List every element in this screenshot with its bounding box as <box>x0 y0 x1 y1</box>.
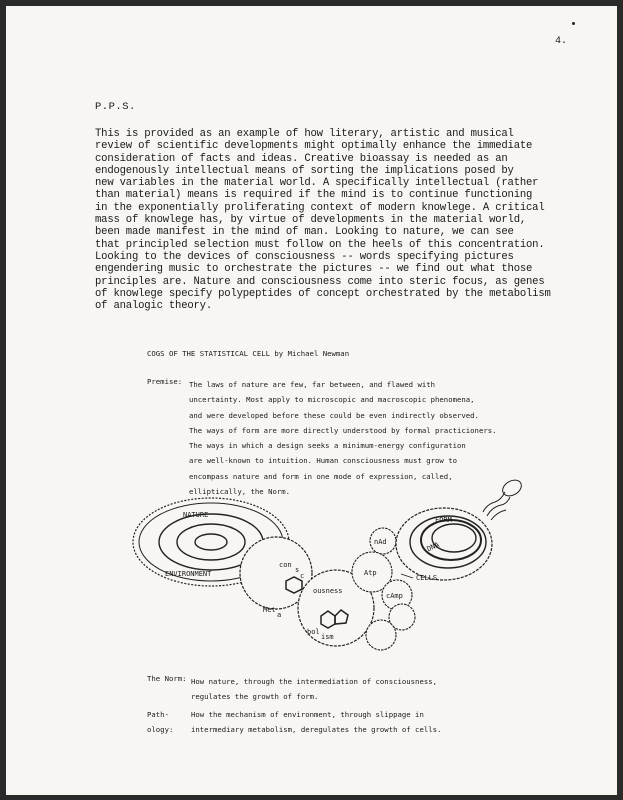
meta-sub-label: a <box>277 611 282 619</box>
bolism-sub-label: ism <box>321 633 334 641</box>
norm-label: The Norm: <box>147 674 187 683</box>
text-line: of analogic theory. <box>95 300 212 313</box>
cons-sub-label: s <box>295 566 300 574</box>
environment-label: ENVIRONMENT <box>165 570 212 578</box>
body-paragraph <box>95 128 551 313</box>
text-line: been made manifest in the mind of man. Looking to nature, we can see <box>95 226 514 239</box>
text-line: than material) means is required if the mind is to continue functioning <box>95 189 533 202</box>
text-line: The laws of nature are few, far between, and flawed with <box>189 380 436 389</box>
text-line: endogenously intellectual means of sorting the implications posed by <box>95 164 514 177</box>
atp-label: Atp <box>364 569 377 577</box>
cogs-diagram <box>131 468 531 673</box>
camp-label: cAmp <box>386 592 403 600</box>
cells-label: CELLS <box>416 574 438 582</box>
dna-label: DNA <box>425 540 441 554</box>
page-number: 4. <box>555 36 568 47</box>
poem-title: COGS OF THE STATISTICAL CELL by Michael Newman <box>147 349 350 358</box>
text-line: This is provided as an example of how literary, artistic and musical <box>95 128 514 140</box>
nad-cog <box>370 528 396 554</box>
text-line: of knowlege specify polypeptides of concept orchestrated by the metabolism <box>95 287 551 300</box>
page-mark <box>572 22 575 25</box>
text-line: Looking to the devices of consciousness -- words specifying pictures <box>95 250 514 263</box>
section-heading: P.P.S. <box>95 101 136 113</box>
text-line: uncertainty. Most apply to microscopic and macroscopic phenomena, <box>189 395 475 405</box>
text-line: consideration of facts and ideas. Creative bioassay is needed as an <box>95 152 508 165</box>
text-line: ology: <box>147 725 174 734</box>
norm-text <box>191 674 437 704</box>
text-line: intermediary metabolism, deregulates the growth of cells. <box>191 725 442 734</box>
text-line: The ways in which a design seeks a minimum-energy configuration <box>189 441 466 451</box>
bolism-label: bol <box>307 628 320 636</box>
document-page <box>6 6 617 795</box>
text-line: mass of knowlege has, by virtue of developments in the material world, <box>95 214 527 227</box>
ousness-label: ousness <box>313 587 343 595</box>
text-line: review of scientific developments might optimally enhance the immediate <box>95 140 533 153</box>
text-line: How the mechanism of environment, through slippage in <box>191 710 424 719</box>
spiral-flourish <box>483 477 524 520</box>
text-line: Path- <box>147 710 169 719</box>
text-line: principles are. Nature and consciousness come into steric focus, as genes <box>95 275 545 288</box>
text-line: elliptically, the Norm. <box>189 487 291 497</box>
text-line: The ways of form are more directly understood by formal practicioners. <box>189 425 497 435</box>
nature-label: NATURE <box>183 511 209 519</box>
form-cog <box>396 508 492 582</box>
cons-label: con <box>279 561 292 569</box>
meta-label: Met <box>263 606 276 614</box>
text-line: engendering music to orchestrate the pictures -- we find out what those <box>95 263 533 276</box>
text-line: regulates the growth of form. <box>191 692 319 701</box>
pathology-text <box>191 707 441 737</box>
text-line: new variables in the material world. A specifically intellectual (rather <box>95 177 539 190</box>
text-line: and were developed before these could be even indirectly observed. <box>189 410 479 420</box>
text-line: are well-known to intuition. Human consciousness must grow to <box>189 456 457 466</box>
small-cog <box>366 620 396 650</box>
text-line: encompass nature and form in one mode of expression, called, <box>189 471 453 481</box>
nad-label: nAd <box>374 538 387 546</box>
cons-sub2-label: c <box>300 572 305 580</box>
text-line: How nature, through the intermediation of consciousness, <box>191 677 438 686</box>
text-line: that principled selection must follow on the heels of this concentration. <box>95 238 545 251</box>
form-label: FORM <box>435 516 452 524</box>
pathology-label <box>147 707 173 737</box>
text-line: in the exponentially proliferating context of modern knowlege. A critical <box>95 201 545 214</box>
premise-label: Premise: <box>147 377 183 386</box>
